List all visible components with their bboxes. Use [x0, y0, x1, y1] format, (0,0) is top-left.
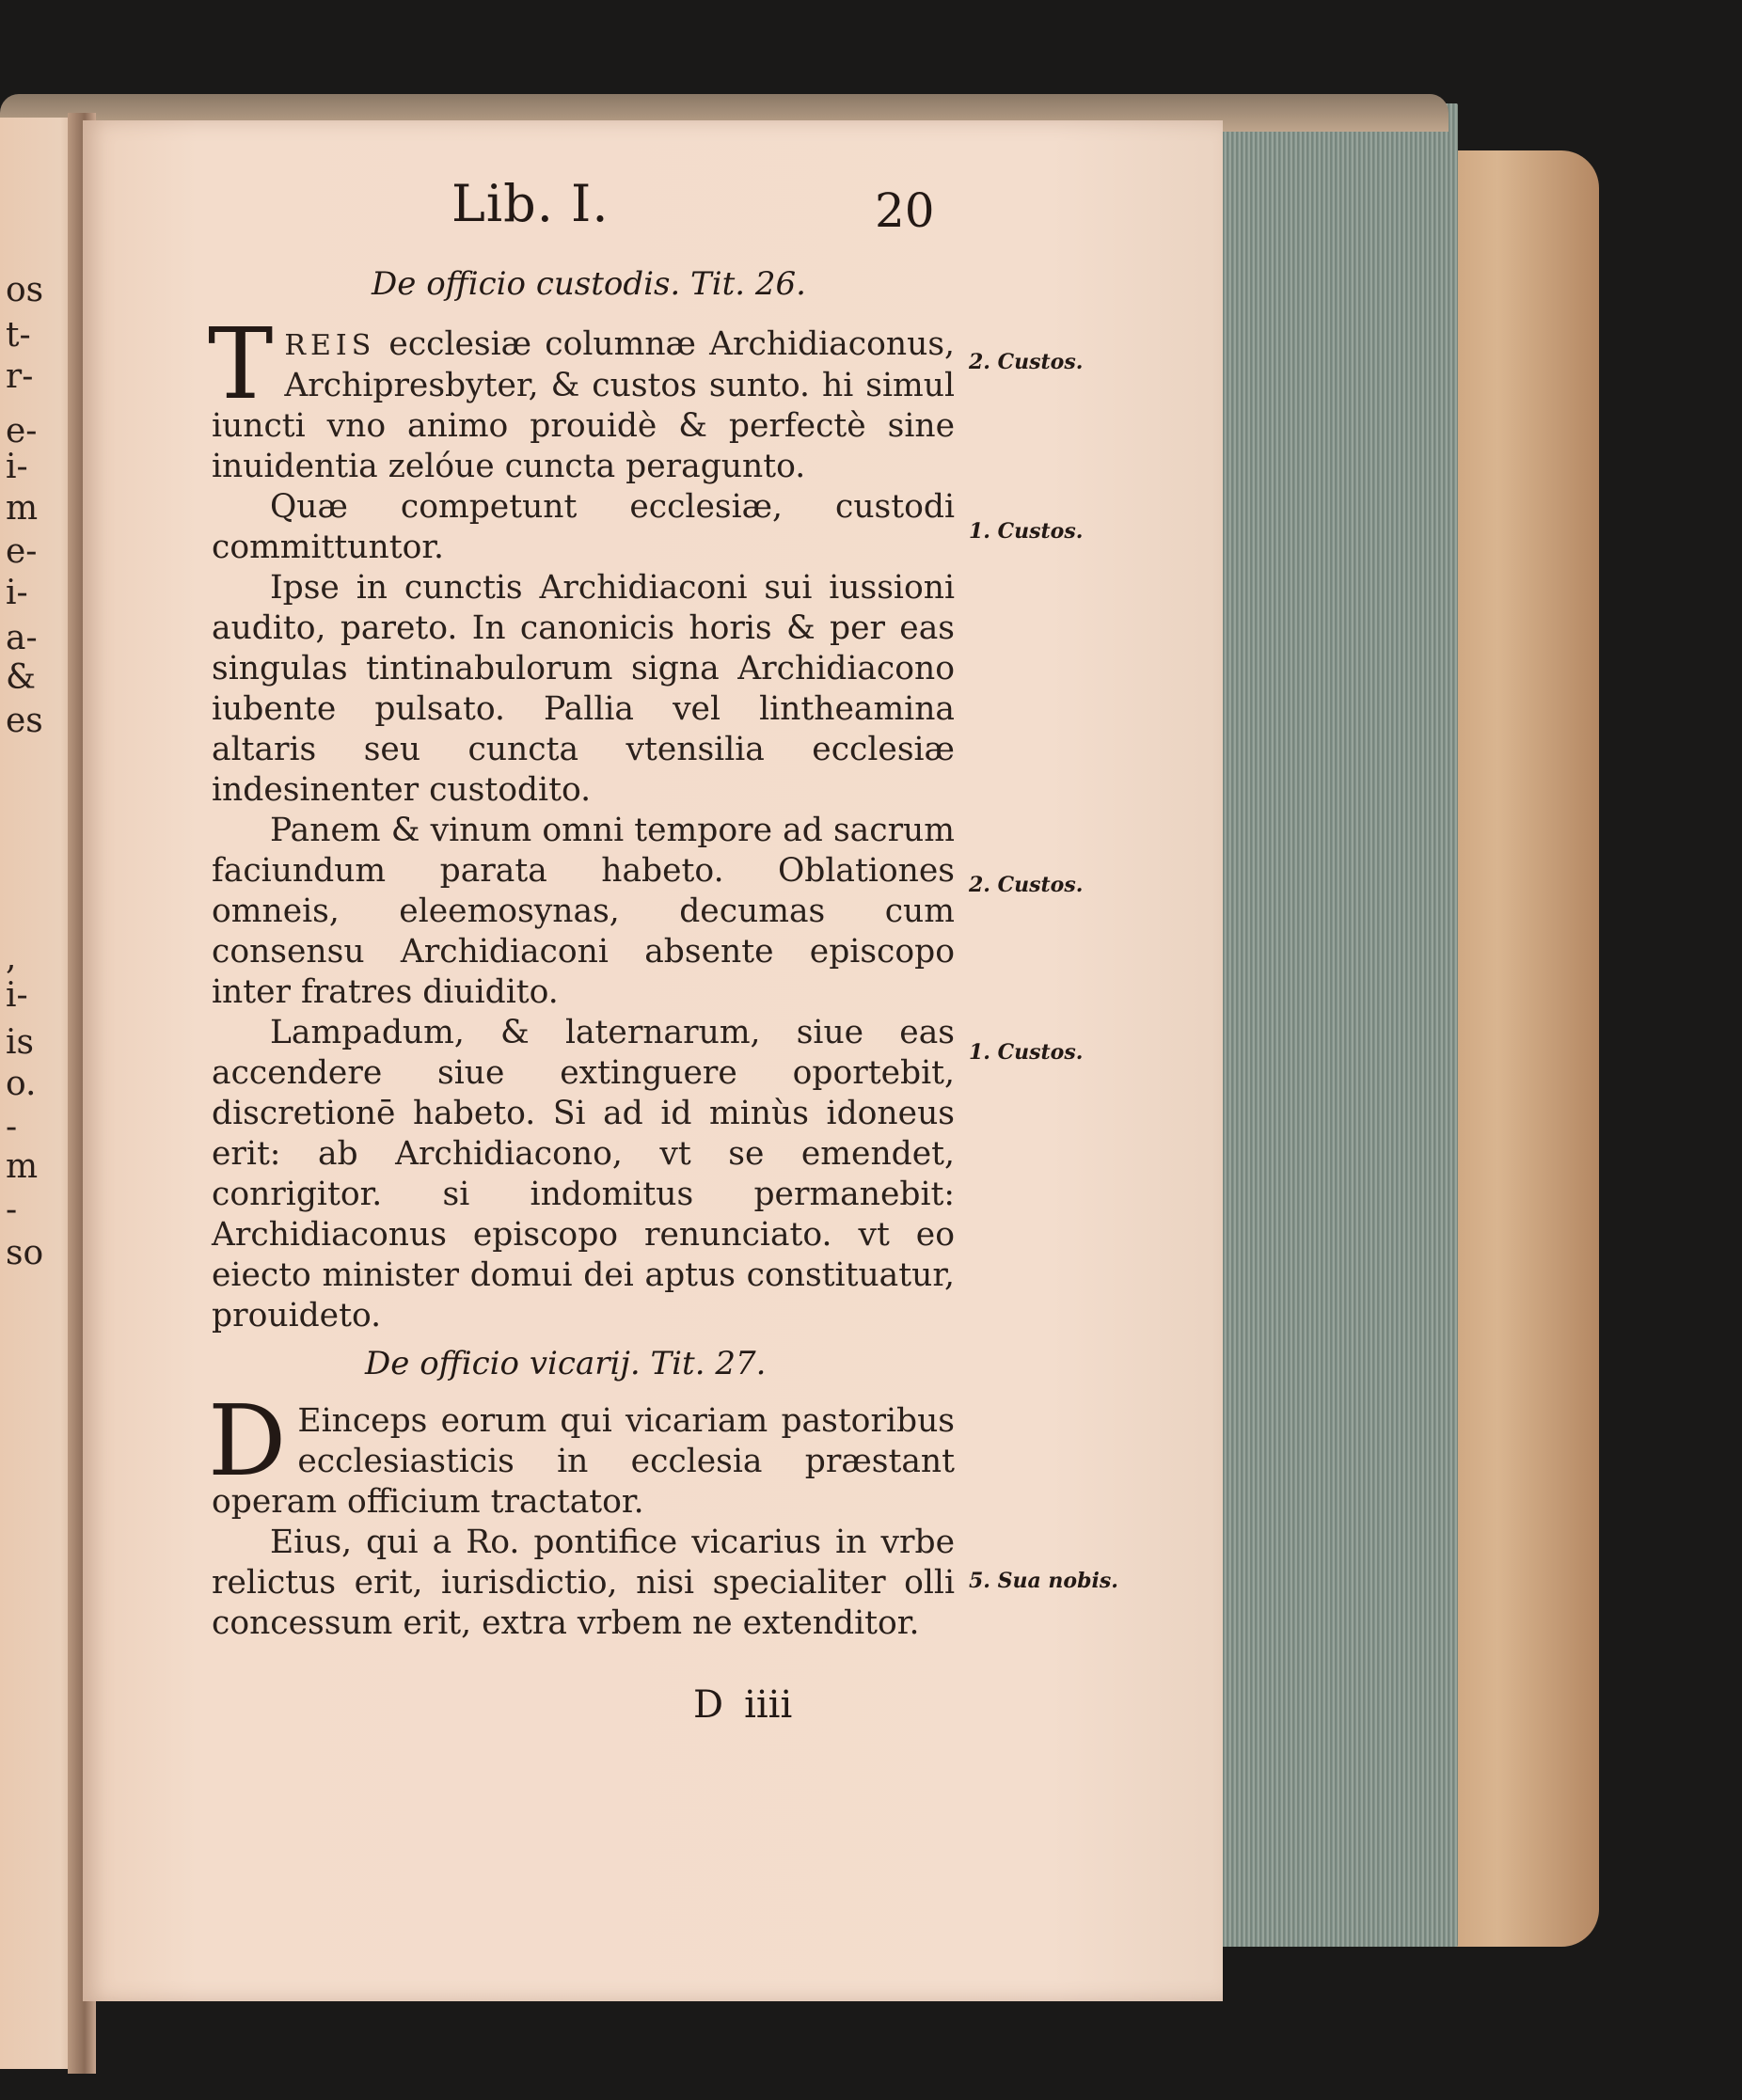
section-26-title: De officio custodis. Tit. 26.	[372, 265, 806, 303]
fragment: i-	[6, 976, 28, 1015]
fragment: i-	[6, 574, 28, 612]
running-head-title: Lib. I.	[451, 174, 610, 233]
drop-cap-d: D	[208, 1383, 287, 1498]
first-word: REIS	[284, 329, 376, 362]
fragment: so	[6, 1234, 44, 1272]
section-26-paragraph-2: Quæ competunt ecclesiæ, custodi committuntor.	[212, 488, 955, 566]
paragraph-text: Einceps eorum qui vicariam pastoribus ecclesiasticis in ecclesia præstant operam officium tractator.	[212, 1402, 955, 1521]
fragment: es	[6, 702, 43, 740]
fragment: i-	[6, 448, 28, 486]
section-27-title: De officio vicarij. Tit. 27.	[365, 1345, 767, 1382]
fragment: m	[6, 489, 39, 528]
margin-note-1: 2. Custos.	[969, 350, 1084, 374]
section-26-paragraph-4: Panem & vinum omni tempore ad sacrum faciundum parata habeto. Oblationes omneis, eleemosynas, decumas cum consensu Archidiaconi absente episcopo inter fratres diuidito.	[212, 812, 955, 1011]
signature-mark	[693, 1683, 792, 1727]
signature-letter: D	[693, 1683, 724, 1727]
paragraph-text: ecclesiæ columnæ Archidiaconus, Archipresbyter, & custos sunto. hi simul iuncti vno animo prouidè & perfectè sine inuidentia zelóue cuncta peragunto.	[212, 325, 955, 485]
margin-note-2: 1. Custos.	[969, 519, 1084, 544]
margin-note-5: 5. Sua nobis.	[969, 1569, 1118, 1593]
section-26-body	[208, 307, 955, 1336]
fragment: os	[6, 271, 44, 309]
fragment: -	[6, 1191, 18, 1229]
fragment: e-	[6, 412, 38, 450]
section-27-paragraph-1	[208, 1383, 955, 1523]
section-26-paragraph-3: Ipse in cunctis Archidiaconi sui iussioni audito, pareto. In canonicis horis & per eas singulas tintinabulorum signa Archidiacono iubente pulsato. Pallia vel lintheamina altaris seu cuncta vtensilia ecclesiæ indesinenter custodito.	[212, 569, 955, 809]
section-26-paragraph-5: Lampadum, & laternarum, siue eas accendere siue extinguere oportebit, discretionē habeto. Si ad id minùs idoneus erit: ab Archidiacono, vt se emendet, conrigitor. si indomitus permanebit: Archidiaconus episcopo renunciato. vt eo eiecto minister domui dei aptus constituatur, prouideto.	[212, 1014, 955, 1334]
page-block-edge	[1218, 103, 1458, 1947]
margin-note-4: 1. Custos.	[969, 1040, 1084, 1065]
drop-cap-t: T	[208, 307, 274, 421]
section-27-paragraph-2: Eius, qui a Ro. pontifice vicarius in vrbe relictus erit, iurisdictio, nisi specialiter olli concessum erit, extra vrbem ne extenditor.	[212, 1524, 955, 1642]
signature-numeral: iiii	[744, 1683, 793, 1727]
fragment: o.	[6, 1065, 37, 1103]
fragment: &	[6, 658, 37, 697]
fragment: ,	[6, 939, 17, 977]
fragment: is	[6, 1023, 34, 1062]
margin-note-3: 2. Custos.	[969, 873, 1084, 897]
page-number: 20	[875, 183, 935, 238]
fragment: t-	[6, 316, 31, 355]
fragment: e-	[6, 532, 38, 571]
fragment: -	[6, 1108, 18, 1146]
section-26-paragraph-1	[208, 307, 955, 487]
section-27-body	[208, 1383, 955, 1644]
fragment: m	[6, 1147, 39, 1186]
fragment: r-	[6, 357, 34, 396]
fragment: a-	[6, 619, 38, 657]
